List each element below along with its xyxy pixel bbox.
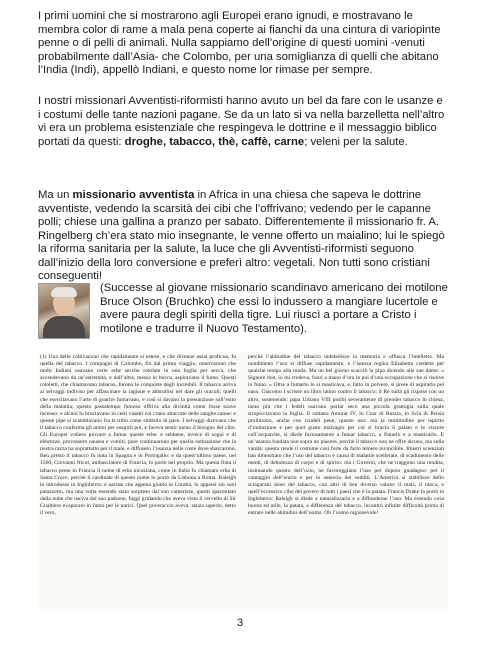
scan-column-left: (1) Una delle coltivazioni che rapidamente si estese, e che divenne assai proficua, fu quella del tabacco. I compagni di Colombo, fin dal primo viaggio, osservarono che molti Indiani usavano certe erbe secche rotolate in una foglia per secca, che accendevano da un’estremità, e dall’altra, messa in bocca, aspiravano il fumo. Questi rotoletti, che chiamavano tabacos, furono le conquiste degli increduli. Il tabacco arriva ai selvaggi indiviso per affascinare la ragione e abbrutirsi nel dare gli oracoli; quelli che esercitavano l’arte di guarire fumavano, e così si davano la presunzione sull’esito della malattia; questo passatempo fumoso offriva alla divinità come fosse soave incenso: e alcuni lo bruciavano in certi vasetti coi crano attaccate delle sanghe canne: e queste pipe si scambiavano fra le tribù come simbolo di pace. I selvaggi dicevano che il tabacco conferma gli animi per sospirli poi, e faceva sentir meno il bisogno del cibo. Gli Europei vollero provare a fumar queste erbe: e sebbene, invece di sogni e di ebbrezze, provassero nausea e vomiti, pure continuarono per quella ostinazione che la nostra razza ha soprattutto per il male, e diffusero l’usanza nelle coste dove sbarcarono. Ben presto il tabacco fu nota in Spagna e in Portogallo: e da quest’ultimo paese, nel 1560, Giovanni Nicot, ambasciatore di Francia, lo portò nel proprio. Ma questa finta il tabacco prese in Francia il nome di erba nicoziana, come in Italia fu chiamato erba di Santa Croce, perchè il cardinale di questo nome lo portò da Lisbona a Roma. Raleigh lo introdusse in Inghilterra: e narrasi che appena giunto in Londra, lo appresi suì suoi palazzetto, ma una volta essendo stato sorpreso dal suo cameriere, questi spaventato dalla nube che usciva dal suo padrone, fuggì gridando che aveva visto il cervello di Sir Gualtiero evaporare in fumo per le narici. Quel poveraccio aveva, senza saperlo, detto il vero, [40, 354, 236, 517]
paragraph-adventist-missionary [38, 189, 448, 284]
paragraph-adventist-start: Ma un [38, 189, 70, 201]
bold-poisons: droghe, tabacco, thè, caffè, carne [124, 135, 305, 148]
scan-column-right: perchè l’abitudine del tabacco indebolisce la memoria e offusca l’intelletto. Ma nondimeno l’uso si diffuse rapidamente, e l’istessa regina Elisabetta credette per qualche tempo alla moda. Ma un bel giorno scacciò la pipa dicendo alle sue dame: « Signore mie, io mi credeva, fuori a mano d’ora in poi d’una occupazione che si risolve in fumo. » Oltre a fumarlo lo si masticava, e, fatto in polvere, si prese di aspirarlo pel naso. Giacomo I scrisse un libro latino contro il tabacco; il Re sultà gli rispose con un altro, sostenendo: papa Urbano VIII proibì severamente di prender tabacco in chiesa, tanto più che i fedeli usavano portar seco una piccola grattugia sulla quale stropicciavano la foglia. Il sultano Amurat IV, lo Czar di Russia, lo Scià di Persia proibirono, anche con crudeli pene, questo uso: ma la moltitudine per ispirito d’imitazione e per quel gusto malvagio per cui si brucia il palato e le viscere coll’acquavite, si diede furiosamente a fumar tabacco, a fiutarlo e a masticarlo. E un’usanza fondata non sopra un piacere, perchè il tabacco non ne offre alcuno, ma sulla vanità: questa rende il costume così forte da farlo temere invincibile. Illustri scienziati han dimostrato che l’uso del tabacco è causa di malattie scellerate, di scadimento delle menti, di debolezza di corpo e di spirito: ma i Governi, che ne traggono una rendita, insinuando questo dell’ozio, ne favoreggiano l’uso per dopoio guadagno: per il vantaggio dell’erario e per lo smercio dei sudditi. L’America si stabilisce dello sciagurato dono del tabacco, con altri di ben diverso valore: il mais, il moca, e quell’eccessivo cibo del povero di tutti i paesi che è la patata. Francis Drake la portò in Inghilterra: Raleigh si diede a naturalizzarla e a diffonderne l’uso. Ma essendo cosa buona ed utile, la patata, a differenza del tabacco, incontrò infinite difficoltà prima di entrare nelle abitudini dell’uomo. Oh l’uomo ragionevole! [248, 354, 444, 517]
paragraph-adventist-rest: in Africa in una chiesa che sapeva le dottrine avventiste, vedendo la scarsità dei cibi che l’offrivano; vedendo per le capanne polli; chiese una gallina a pranzo per sabato. Differentemente il missionario fr. A. Ringelberg ch’era stato mio insegnante, le venne offerto un maialino; lui le spiegò la riforma sanitaria per la salute, la luce che gli Avventisti-riformisti seguono dall’inizio della loro conversione e preferì altro: vegetali. Non tutti sono cristiani conseguenti! [38, 189, 445, 282]
note-text: (Successe al giovane missionario scandinavo americano dei motilone Bruce Olson (Bruchko) che essi lo indussero a mangiare lucertole e avere paura degli spiriti della tigre. Lui riuscì a portare a Cristo i motilone e tradurre il Nuovo Testamento). [100, 282, 448, 335]
paragraph-missionaries-end: ; veleni per la salute. [304, 135, 408, 148]
bold-missionario-avventista: missionario avventista [72, 189, 195, 201]
paragraph-indians: I primi uomini che si mostrarono agli Europei erano ignudi, e mostravano le membra color di rame a mala pena coperte ai fianchi da una cintura di variopinte penne o di pelli di animali. Nulla sappiamo dell’origine di questi uomini -venuti probabilmente dall’Asia- che Colombo, per una somiglianza di quelli che abitano l’India (Indi), appellò Indiani, e questo nome lor rimase per sempre. [38, 10, 441, 76]
page-number: 3 [236, 617, 244, 629]
missionary-photo [38, 283, 90, 339]
paragraph-missionaries-text: I nostri missionari Avventisti-riformisti hanno avuto un bel da fare con le usanze e i costumi delle tante nazioni pagane. Se da un lato si va nella barzelletta nell’altro vi era un problema esistenziale che respingeva le dottrine e il messaggio biblico portati da questi: [38, 95, 445, 148]
scanned-book-excerpt [38, 352, 448, 612]
paragraph-missionaries [38, 95, 448, 149]
missionary-note [38, 283, 448, 343]
